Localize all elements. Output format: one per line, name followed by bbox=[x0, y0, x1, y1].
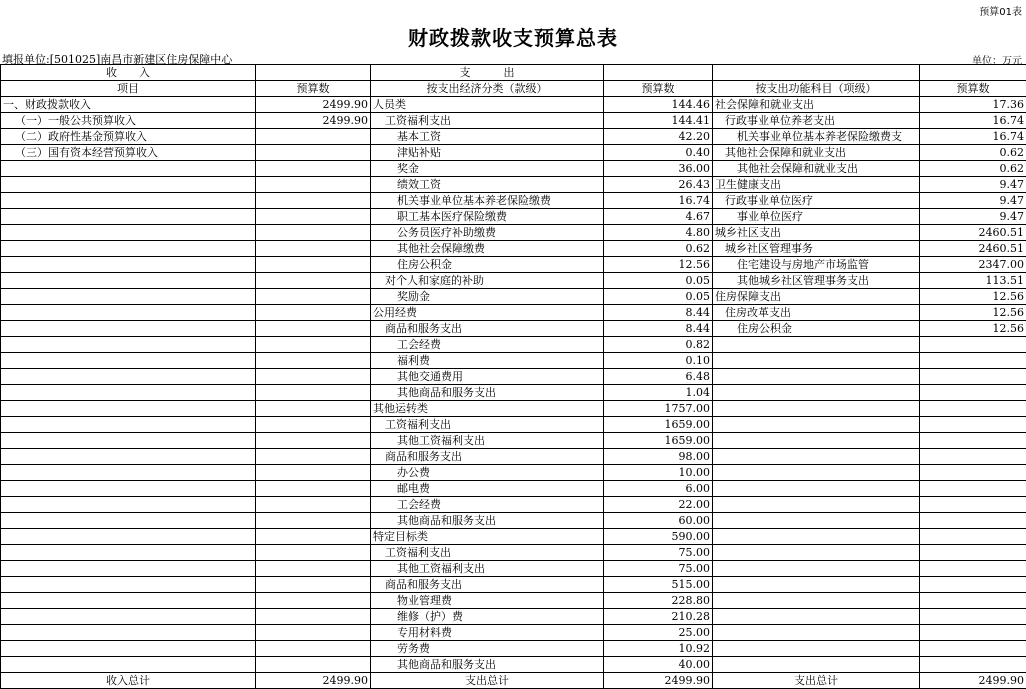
income-item: （二）政府性基金预算收入 bbox=[1, 129, 256, 145]
econ-value: 4.67 bbox=[604, 209, 713, 225]
func-item bbox=[713, 545, 920, 561]
table-row bbox=[1, 497, 1026, 513]
income-item bbox=[1, 497, 256, 513]
income-value bbox=[256, 481, 371, 497]
blank-cell bbox=[713, 65, 920, 81]
table-row bbox=[1, 433, 1026, 449]
econ-item: 维修（护）费 bbox=[371, 609, 604, 625]
income-item bbox=[1, 321, 256, 337]
econ-value: 10.00 bbox=[604, 465, 713, 481]
income-value bbox=[256, 321, 371, 337]
econ-item: 商品和服务支出 bbox=[371, 321, 604, 337]
income-value bbox=[256, 241, 371, 257]
func-value bbox=[920, 497, 1026, 513]
econ-item: 奖励金 bbox=[371, 289, 604, 305]
econ-item: 其他社会保障缴费 bbox=[371, 241, 604, 257]
income-value bbox=[256, 497, 371, 513]
econ-item: 其他商品和服务支出 bbox=[371, 385, 604, 401]
table-row bbox=[1, 257, 1026, 273]
econ-item: 专用材料费 bbox=[371, 625, 604, 641]
func-value bbox=[920, 433, 1026, 449]
table-row bbox=[1, 577, 1026, 593]
func-item: 行政事业单位养老支出 bbox=[713, 113, 920, 129]
table-row bbox=[1, 273, 1026, 289]
func-value: 9.47 bbox=[920, 177, 1026, 193]
income-item bbox=[1, 433, 256, 449]
income-item bbox=[1, 353, 256, 369]
econ-value: 515.00 bbox=[604, 577, 713, 593]
totals-row bbox=[1, 673, 1026, 689]
econ-item: 福利费 bbox=[371, 353, 604, 369]
func-value bbox=[920, 593, 1026, 609]
table-row bbox=[1, 641, 1026, 657]
blank-cell bbox=[920, 65, 1026, 81]
reporting-unit: 填报单位:[501025]南昌市新建区住房保障中心 bbox=[2, 51, 232, 67]
func-total-value: 2499.90 bbox=[920, 673, 1026, 689]
income-value bbox=[256, 273, 371, 289]
table-row bbox=[1, 129, 1026, 145]
table-row bbox=[1, 97, 1026, 113]
income-value bbox=[256, 257, 371, 273]
econ-value: 75.00 bbox=[604, 545, 713, 561]
func-item: 卫生健康支出 bbox=[713, 177, 920, 193]
expense-group-header: 支 出 bbox=[371, 65, 604, 81]
econ-value: 144.46 bbox=[604, 97, 713, 113]
table-row bbox=[1, 305, 1026, 321]
func-item: 其他社会保障和就业支出 bbox=[713, 161, 920, 177]
econ-item: 工会经费 bbox=[371, 337, 604, 353]
func-value: 2460.51 bbox=[920, 225, 1026, 241]
income-value bbox=[256, 641, 371, 657]
econ-item: 职工基本医疗保险缴费 bbox=[371, 209, 604, 225]
econ-value: 6.00 bbox=[604, 481, 713, 497]
income-value bbox=[256, 465, 371, 481]
econ-value: 26.43 bbox=[604, 177, 713, 193]
group-header-row bbox=[1, 65, 1026, 81]
econ-item: 工会经费 bbox=[371, 497, 604, 513]
func-value: 113.51 bbox=[920, 273, 1026, 289]
econ-item: 对个人和家庭的补助 bbox=[371, 273, 604, 289]
func-item: 住宅建设与房地产市场监管 bbox=[713, 257, 920, 273]
func-budget-header: 预算数 bbox=[920, 81, 1026, 97]
table-row bbox=[1, 625, 1026, 641]
income-item bbox=[1, 577, 256, 593]
econ-value: 25.00 bbox=[604, 625, 713, 641]
income-item bbox=[1, 401, 256, 417]
income-value bbox=[256, 401, 371, 417]
income-item bbox=[1, 593, 256, 609]
func-value bbox=[920, 417, 1026, 433]
income-value bbox=[256, 193, 371, 209]
func-item bbox=[713, 577, 920, 593]
func-value bbox=[920, 369, 1026, 385]
econ-item: 工资福利支出 bbox=[371, 113, 604, 129]
func-item bbox=[713, 529, 920, 545]
func-value bbox=[920, 641, 1026, 657]
func-item bbox=[713, 401, 920, 417]
income-value bbox=[256, 577, 371, 593]
income-value bbox=[256, 513, 371, 529]
income-value bbox=[256, 289, 371, 305]
econ-value: 40.00 bbox=[604, 657, 713, 673]
income-item bbox=[1, 417, 256, 433]
econ-value: 1659.00 bbox=[604, 433, 713, 449]
income-item bbox=[1, 369, 256, 385]
income-value bbox=[256, 417, 371, 433]
income-total-value: 2499.90 bbox=[256, 673, 371, 689]
table-row bbox=[1, 241, 1026, 257]
table-row bbox=[1, 401, 1026, 417]
income-item bbox=[1, 209, 256, 225]
econ-value: 22.00 bbox=[604, 497, 713, 513]
func-item bbox=[713, 337, 920, 353]
func-item bbox=[713, 353, 920, 369]
func-item: 住房保障支出 bbox=[713, 289, 920, 305]
table-row bbox=[1, 193, 1026, 209]
func-item: 其他城乡社区管理事务支出 bbox=[713, 273, 920, 289]
func-item bbox=[713, 641, 920, 657]
income-value bbox=[256, 145, 371, 161]
income-item bbox=[1, 257, 256, 273]
income-value bbox=[256, 385, 371, 401]
func-item bbox=[713, 657, 920, 673]
income-item bbox=[1, 449, 256, 465]
econ-value: 144.41 bbox=[604, 113, 713, 129]
econ-value: 0.10 bbox=[604, 353, 713, 369]
econ-value: 4.80 bbox=[604, 225, 713, 241]
func-value: 9.47 bbox=[920, 209, 1026, 225]
income-item bbox=[1, 241, 256, 257]
func-value bbox=[920, 625, 1026, 641]
income-value bbox=[256, 545, 371, 561]
income-value bbox=[256, 625, 371, 641]
econ-value: 1757.00 bbox=[604, 401, 713, 417]
econ-value: 42.20 bbox=[604, 129, 713, 145]
econ-item: 其他工资福利支出 bbox=[371, 433, 604, 449]
income-value bbox=[256, 337, 371, 353]
income-value bbox=[256, 529, 371, 545]
table-row bbox=[1, 369, 1026, 385]
econ-budget-header: 预算数 bbox=[604, 81, 713, 97]
income-item bbox=[1, 289, 256, 305]
func-value bbox=[920, 465, 1026, 481]
func-item: 住房公积金 bbox=[713, 321, 920, 337]
econ-item: 奖金 bbox=[371, 161, 604, 177]
column-header-row bbox=[1, 81, 1026, 97]
func-item bbox=[713, 593, 920, 609]
table-row bbox=[1, 609, 1026, 625]
func-item: 事业单位医疗 bbox=[713, 209, 920, 225]
table-row bbox=[1, 337, 1026, 353]
func-item bbox=[713, 449, 920, 465]
econ-value: 98.00 bbox=[604, 449, 713, 465]
income-item bbox=[1, 561, 256, 577]
econ-item: 住房公积金 bbox=[371, 257, 604, 273]
income-value bbox=[256, 129, 371, 145]
income-item bbox=[1, 177, 256, 193]
income-item bbox=[1, 385, 256, 401]
expense-total-value: 2499.90 bbox=[604, 673, 713, 689]
table-row bbox=[1, 593, 1026, 609]
table-row bbox=[1, 321, 1026, 337]
func-value: 2460.51 bbox=[920, 241, 1026, 257]
func-item bbox=[713, 513, 920, 529]
econ-item: 商品和服务支出 bbox=[371, 577, 604, 593]
func-item: 城乡社区支出 bbox=[713, 225, 920, 241]
income-item bbox=[1, 161, 256, 177]
econ-item: 公务员医疗补助缴费 bbox=[371, 225, 604, 241]
expense-total-label: 支出总计 bbox=[371, 673, 604, 689]
blank-cell bbox=[604, 65, 713, 81]
income-value bbox=[256, 561, 371, 577]
func-value: 9.47 bbox=[920, 193, 1026, 209]
income-item: 一、财政拨款收入 bbox=[1, 97, 256, 113]
income-value bbox=[256, 593, 371, 609]
econ-item: 特定目标类 bbox=[371, 529, 604, 545]
func-item bbox=[713, 625, 920, 641]
income-item bbox=[1, 305, 256, 321]
func-value: 12.56 bbox=[920, 321, 1026, 337]
econ-item: 物业管理费 bbox=[371, 593, 604, 609]
econ-value: 12.56 bbox=[604, 257, 713, 273]
econ-value: 0.05 bbox=[604, 289, 713, 305]
func-value bbox=[920, 561, 1026, 577]
income-value bbox=[256, 209, 371, 225]
income-item: （三）国有资本经营预算收入 bbox=[1, 145, 256, 161]
item-header: 项目 bbox=[1, 81, 256, 97]
table-row bbox=[1, 657, 1026, 673]
econ-value: 1.04 bbox=[604, 385, 713, 401]
table-row bbox=[1, 177, 1026, 193]
func-item bbox=[713, 417, 920, 433]
func-item bbox=[713, 369, 920, 385]
income-item bbox=[1, 529, 256, 545]
func-item bbox=[713, 433, 920, 449]
func-item bbox=[713, 561, 920, 577]
func-value bbox=[920, 353, 1026, 369]
econ-value: 0.40 bbox=[604, 145, 713, 161]
budget-summary-table bbox=[0, 64, 1026, 689]
income-item: （一）一般公共预算收入 bbox=[1, 113, 256, 129]
income-value bbox=[256, 225, 371, 241]
func-value: 12.56 bbox=[920, 289, 1026, 305]
econ-value: 1659.00 bbox=[604, 417, 713, 433]
econ-value: 590.00 bbox=[604, 529, 713, 545]
econ-class-header: 按支出经济分类（款级） bbox=[371, 81, 604, 97]
income-group-header: 收 入 bbox=[1, 65, 256, 81]
econ-value: 16.74 bbox=[604, 193, 713, 209]
income-value: 2499.90 bbox=[256, 97, 371, 113]
income-item bbox=[1, 657, 256, 673]
func-item bbox=[713, 497, 920, 513]
income-item bbox=[1, 545, 256, 561]
func-value bbox=[920, 529, 1026, 545]
income-item bbox=[1, 337, 256, 353]
income-item bbox=[1, 225, 256, 241]
table-row bbox=[1, 289, 1026, 305]
econ-item: 其他交通费用 bbox=[371, 369, 604, 385]
income-value bbox=[256, 433, 371, 449]
econ-item: 其他运转类 bbox=[371, 401, 604, 417]
func-item: 城乡社区管理事务 bbox=[713, 241, 920, 257]
econ-value: 210.28 bbox=[604, 609, 713, 625]
table-row bbox=[1, 161, 1026, 177]
func-value bbox=[920, 385, 1026, 401]
func-value bbox=[920, 657, 1026, 673]
income-item bbox=[1, 273, 256, 289]
econ-value: 0.82 bbox=[604, 337, 713, 353]
table-row bbox=[1, 113, 1026, 129]
func-value: 0.62 bbox=[920, 145, 1026, 161]
func-item: 社会保障和就业支出 bbox=[713, 97, 920, 113]
blank-cell bbox=[256, 65, 371, 81]
econ-item: 工资福利支出 bbox=[371, 417, 604, 433]
econ-item: 人员类 bbox=[371, 97, 604, 113]
table-row bbox=[1, 417, 1026, 433]
func-value: 0.62 bbox=[920, 161, 1026, 177]
econ-value: 60.00 bbox=[604, 513, 713, 529]
income-item bbox=[1, 193, 256, 209]
table-row bbox=[1, 209, 1026, 225]
func-item bbox=[713, 609, 920, 625]
income-value bbox=[256, 305, 371, 321]
table-row bbox=[1, 225, 1026, 241]
func-value: 12.56 bbox=[920, 305, 1026, 321]
income-value bbox=[256, 369, 371, 385]
func-value bbox=[920, 449, 1026, 465]
func-value bbox=[920, 545, 1026, 561]
func-value: 16.74 bbox=[920, 129, 1026, 145]
econ-item: 基本工资 bbox=[371, 129, 604, 145]
econ-item: 其他商品和服务支出 bbox=[371, 513, 604, 529]
econ-value: 8.44 bbox=[604, 305, 713, 321]
table-row bbox=[1, 449, 1026, 465]
table-row bbox=[1, 145, 1026, 161]
econ-item: 其他商品和服务支出 bbox=[371, 657, 604, 673]
func-total-label: 支出总计 bbox=[713, 673, 920, 689]
table-row bbox=[1, 529, 1026, 545]
income-item bbox=[1, 465, 256, 481]
econ-item: 劳务费 bbox=[371, 641, 604, 657]
econ-value: 228.80 bbox=[604, 593, 713, 609]
econ-item: 其他工资福利支出 bbox=[371, 561, 604, 577]
income-item bbox=[1, 625, 256, 641]
econ-item: 公用经费 bbox=[371, 305, 604, 321]
table-row bbox=[1, 513, 1026, 529]
income-budget-header: 预算数 bbox=[256, 81, 371, 97]
econ-item: 机关事业单位基本养老保险缴费 bbox=[371, 193, 604, 209]
func-item: 住房改革支出 bbox=[713, 305, 920, 321]
income-total-label: 收入总计 bbox=[1, 673, 256, 689]
func-value: 16.74 bbox=[920, 113, 1026, 129]
income-item bbox=[1, 513, 256, 529]
func-value bbox=[920, 337, 1026, 353]
table-row bbox=[1, 561, 1026, 577]
econ-value: 6.48 bbox=[604, 369, 713, 385]
func-value bbox=[920, 513, 1026, 529]
econ-item: 工资福利支出 bbox=[371, 545, 604, 561]
func-item bbox=[713, 465, 920, 481]
econ-value: 36.00 bbox=[604, 161, 713, 177]
func-item: 其他社会保障和就业支出 bbox=[713, 145, 920, 161]
func-item: 行政事业单位医疗 bbox=[713, 193, 920, 209]
table-row bbox=[1, 353, 1026, 369]
income-item bbox=[1, 609, 256, 625]
econ-item: 绩效工资 bbox=[371, 177, 604, 193]
func-value bbox=[920, 609, 1026, 625]
income-value bbox=[256, 449, 371, 465]
income-item bbox=[1, 641, 256, 657]
income-value bbox=[256, 161, 371, 177]
income-value: 2499.90 bbox=[256, 113, 371, 129]
table-row bbox=[1, 481, 1026, 497]
income-value bbox=[256, 177, 371, 193]
func-value bbox=[920, 577, 1026, 593]
econ-value: 0.62 bbox=[604, 241, 713, 257]
econ-item: 商品和服务支出 bbox=[371, 449, 604, 465]
func-value: 2347.00 bbox=[920, 257, 1026, 273]
econ-value: 10.92 bbox=[604, 641, 713, 657]
func-value: 17.36 bbox=[920, 97, 1026, 113]
econ-value: 75.00 bbox=[604, 561, 713, 577]
income-value bbox=[256, 353, 371, 369]
func-value bbox=[920, 481, 1026, 497]
econ-item: 邮电费 bbox=[371, 481, 604, 497]
table-row bbox=[1, 545, 1026, 561]
econ-item: 津贴补贴 bbox=[371, 145, 604, 161]
econ-value: 8.44 bbox=[604, 321, 713, 337]
func-item: 机关事业单位基本养老保险缴费支 bbox=[713, 129, 920, 145]
econ-item: 办公费 bbox=[371, 465, 604, 481]
income-value bbox=[256, 609, 371, 625]
table-row bbox=[1, 465, 1026, 481]
func-item bbox=[713, 481, 920, 497]
func-value bbox=[920, 401, 1026, 417]
func-item bbox=[713, 385, 920, 401]
income-value bbox=[256, 657, 371, 673]
form-code: 预算01表 bbox=[979, 3, 1022, 18]
func-class-header: 按支出功能科目（项级） bbox=[713, 81, 920, 97]
table-row bbox=[1, 385, 1026, 401]
currency-unit: 单位：万元 bbox=[972, 52, 1022, 67]
income-item bbox=[1, 481, 256, 497]
page-title: 财政拨款收支预算总表 bbox=[0, 22, 1026, 51]
econ-value: 0.05 bbox=[604, 273, 713, 289]
